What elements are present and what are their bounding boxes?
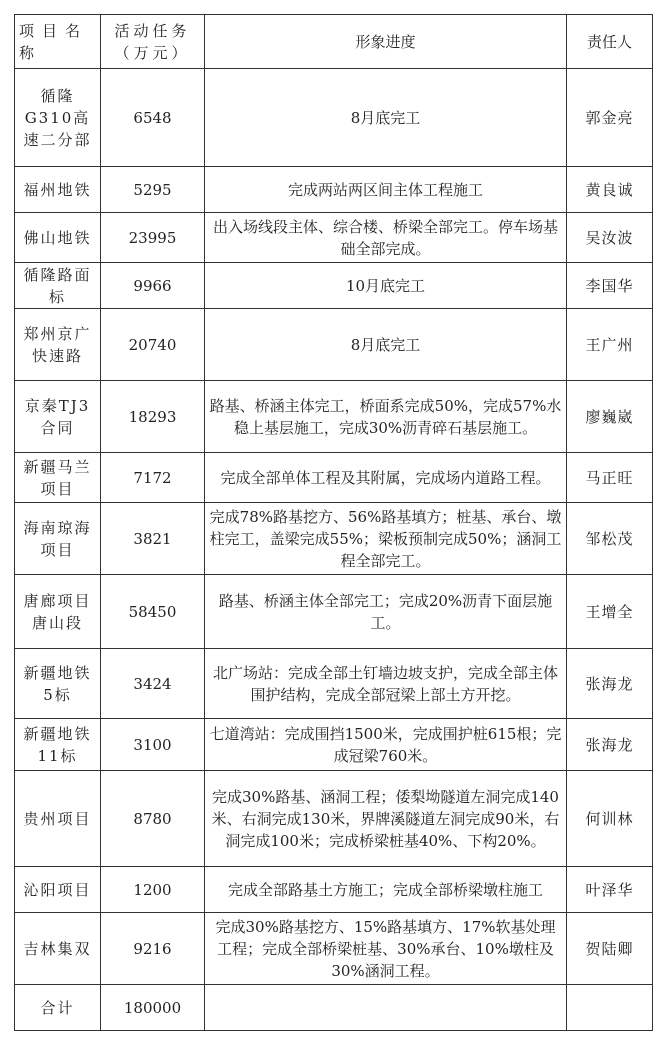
table-row [15,309,653,381]
header-project-name: 项目名称 [15,15,101,69]
task-amount: 58450 [101,575,205,649]
responsible-person: 王增全 [567,575,653,649]
progress-text: 10月底完工 [205,263,567,309]
progress-text: 北广场站：完成全部土钉墙边坡支护，完成全部主体围护结构，完成全部冠梁上部土方开挖。 [205,649,567,719]
responsible-person: 李国华 [567,263,653,309]
total-progress-empty [205,985,567,1031]
progress-text: 路基、桥涵主体完工，桥面系完成50%，完成57%水稳上基层施工，完成30%沥青碎石基层施工。 [205,381,567,453]
responsible-person: 吴汝波 [567,213,653,263]
header-responsible: 责任人 [567,15,653,69]
table-row [15,381,653,453]
progress-text: 完成30%路基挖方、15%路基填方、17%软基处理工程；完成全部桥梁桩基、30%承台、10%墩柱及30%涵洞工程。 [205,913,567,985]
table-row [15,913,653,985]
responsible-person: 郭金亮 [567,69,653,167]
progress-text: 完成全部路基土方施工；完成全部桥梁墩柱施工 [205,867,567,913]
project-name: 海南琼海项目 [15,503,101,575]
table-header [15,15,653,69]
table-row [15,263,653,309]
table-row [15,867,653,913]
project-name: 新疆地铁11标 [15,719,101,771]
responsible-person: 叶泽华 [567,867,653,913]
project-name: 循隆路面标 [15,263,101,309]
task-amount: 18293 [101,381,205,453]
total-label: 合计 [15,985,101,1031]
task-amount: 3100 [101,719,205,771]
responsible-person: 马正旺 [567,453,653,503]
task-amount: 20740 [101,309,205,381]
progress-text: 8月底完工 [205,69,567,167]
progress-text: 出入场线段主体、综合楼、桥梁全部完工。停车场基础全部完成。 [205,213,567,263]
table-row [15,503,653,575]
responsible-person: 贺陆卿 [567,913,653,985]
responsible-person: 廖巍崴 [567,381,653,453]
project-name: 佛山地铁 [15,213,101,263]
project-name: 贵州项目 [15,771,101,867]
table-row [15,575,653,649]
header-progress: 形象进度 [205,15,567,69]
table-row [15,213,653,263]
task-amount: 3821 [101,503,205,575]
progress-text: 完成全部单体工程及其附属，完成场内道路工程。 [205,453,567,503]
responsible-person: 黄良诚 [567,167,653,213]
total-amount: 180000 [101,985,205,1031]
project-name: 循隆G310高速二分部 [15,69,101,167]
task-amount: 3424 [101,649,205,719]
task-amount: 6548 [101,69,205,167]
responsible-person: 张海龙 [567,649,653,719]
responsible-person: 王广州 [567,309,653,381]
progress-text: 完成30%路基、涵洞工程；倭梨坳隧道左洞完成140米、右洞完成130米，界牌溪隧道左洞完成90米，右洞完成100米；完成桥梁桩基40%、下构20%。 [205,771,567,867]
project-name: 京秦TJ3合同 [15,381,101,453]
responsible-person: 何训林 [567,771,653,867]
progress-text: 8月底完工 [205,309,567,381]
table-row [15,771,653,867]
responsible-person: 张海龙 [567,719,653,771]
progress-table [14,14,653,1031]
project-name: 吉林集双 [15,913,101,985]
project-name: 唐廊项目唐山段 [15,575,101,649]
total-responsible-empty [567,985,653,1031]
task-amount: 9216 [101,913,205,985]
task-amount: 9966 [101,263,205,309]
project-name: 郑州京广快速路 [15,309,101,381]
total-row [15,985,653,1031]
task-amount: 1200 [101,867,205,913]
table-row [15,167,653,213]
project-name: 新疆马兰项目 [15,453,101,503]
task-amount: 5295 [101,167,205,213]
project-name: 新疆地铁5标 [15,649,101,719]
table-row [15,69,653,167]
table-row [15,719,653,771]
progress-text: 完成78%路基挖方、56%路基填方；桩基、承台、墩柱完工，盖梁完成55%；梁板预制完成50%；涵洞工程全部完工。 [205,503,567,575]
header-task: 活动任务（万元） [101,15,205,69]
table-row [15,453,653,503]
project-name: 福州地铁 [15,167,101,213]
task-amount: 7172 [101,453,205,503]
table-row [15,649,653,719]
progress-text: 完成两站两区间主体工程施工 [205,167,567,213]
responsible-person: 邹松茂 [567,503,653,575]
progress-text: 路基、桥涵主体全部完工；完成20%沥青下面层施工。 [205,575,567,649]
project-name: 沁阳项目 [15,867,101,913]
task-amount: 23995 [101,213,205,263]
progress-text: 七道湾站：完成围挡1500米，完成围护桩615根；完成冠梁760米。 [205,719,567,771]
task-amount: 8780 [101,771,205,867]
